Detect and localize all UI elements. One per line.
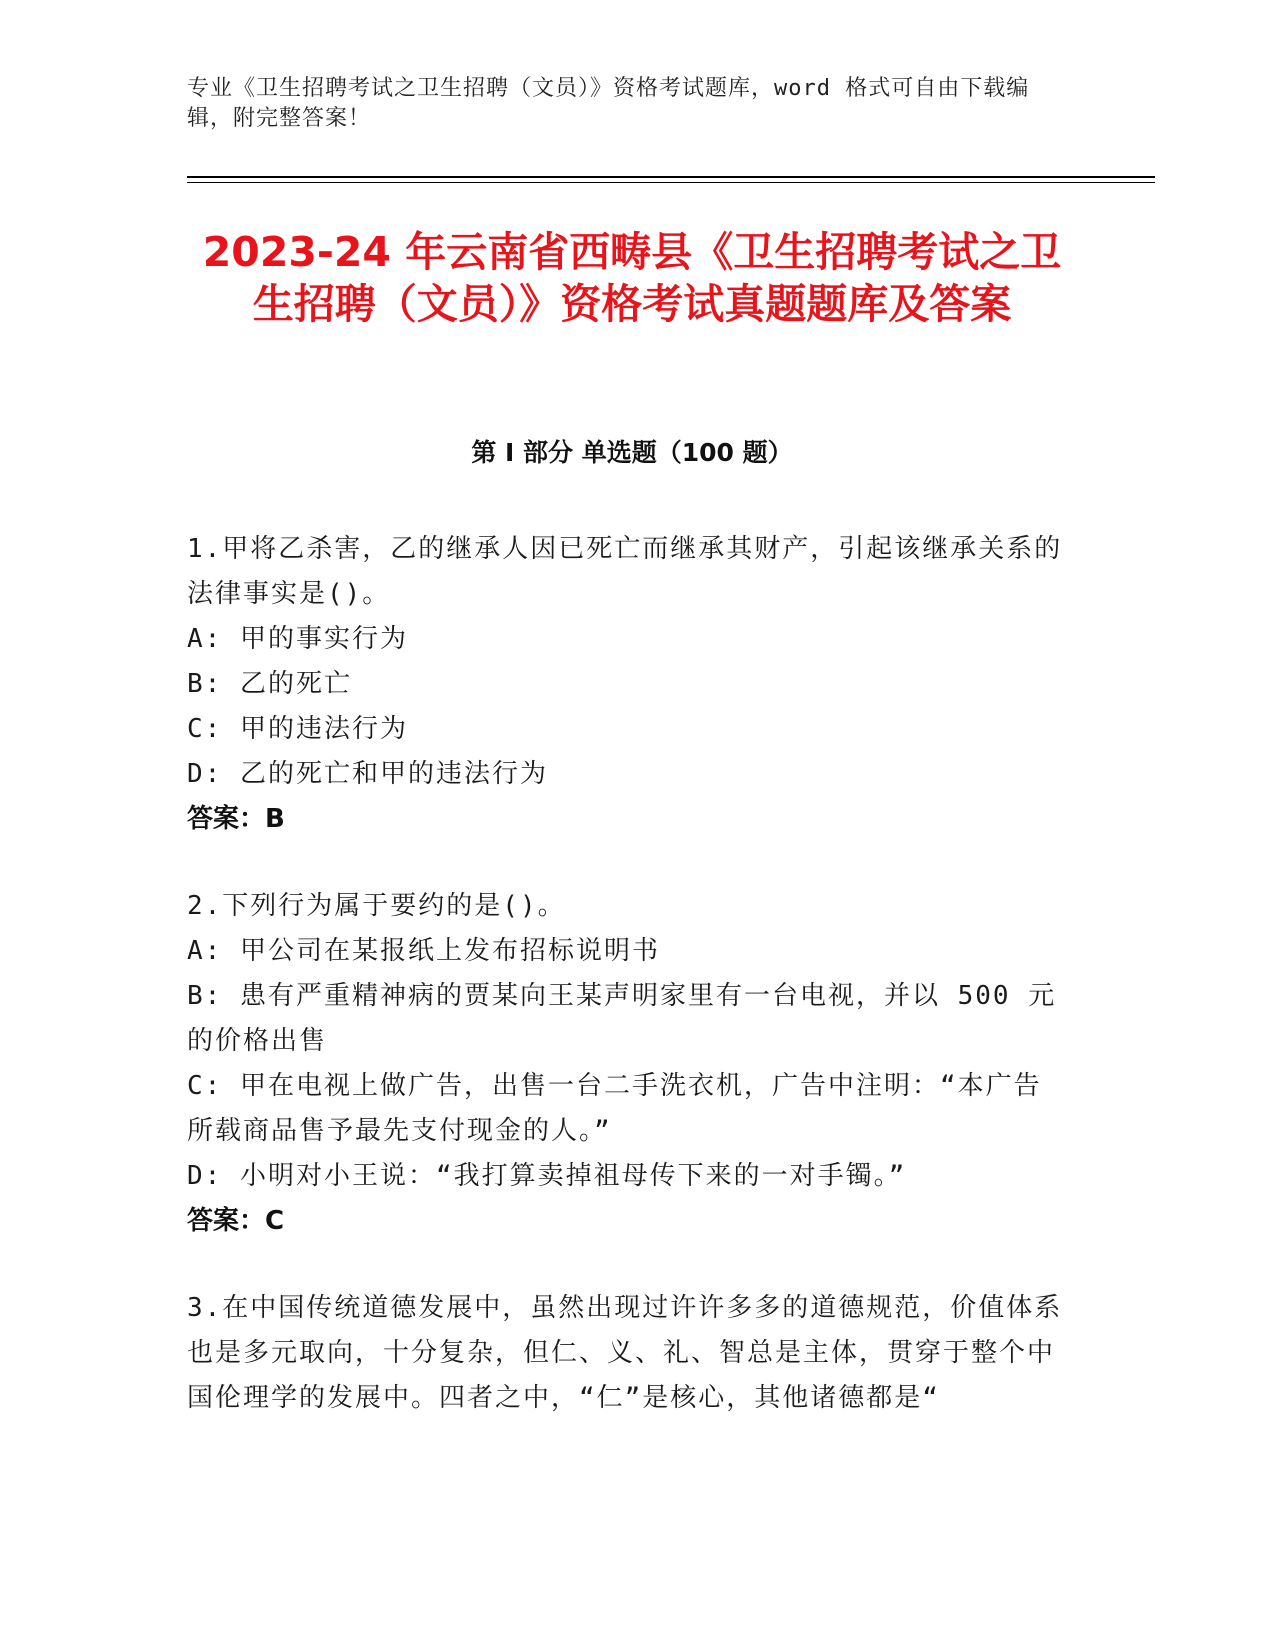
option-a: A: 甲公司在某报纸上发布招标说明书: [187, 936, 660, 966]
question-text: 3.在中国传统道德发展中，虽然出现过许许多多的道德规范，价值体系也是多元取向，十分复杂，但仁、义、礼、智总是主体，贯穿于整个中国伦理学的发展中。四者之中，“仁”是核心，其他诸德都是“: [187, 1293, 1063, 1413]
option-b: B: 患有严重精神病的贾某向王某声明家里有一台电视，并以 500 元的价格出售: [187, 981, 1057, 1056]
option-c: C: 甲的违法行为: [187, 714, 408, 744]
answer: 答案：B: [187, 804, 285, 834]
question-text: 1.甲将乙杀害，乙的继承人因已死亡而继承其财产，引起该继承关系的法律事实是()。: [187, 534, 1063, 609]
option-d: D: 乙的死亡和甲的违法行为: [187, 759, 548, 789]
question-3: [187, 1286, 1067, 1421]
option-d: D: 小明对小王说：“我打算卖掉祖母传下来的一对手镯。”: [187, 1161, 907, 1191]
option-c: C: 甲在电视上做广告，出售一台二手洗衣机，广告中注明：“本广告所载商品售予最先支付现金的人。”: [187, 1071, 1042, 1146]
question-text: 2.下列行为属于要约的是()。: [187, 891, 566, 921]
header-note: 专业《卫生招聘考试之卫生招聘（文员）》资格考试题库，word 格式可自由下载编辑，附完整答案！: [187, 76, 1030, 131]
section-title: 第 I 部分 单选题（100 题）: [471, 438, 793, 467]
question-1: [187, 527, 1067, 842]
option-a: A: 甲的事实行为: [187, 624, 408, 654]
option-b: B: 乙的死亡: [187, 669, 352, 699]
document-title: 2023-24 年云南省西畴县《卫生招聘考试之卫生招聘（文员）》资格考试真题题库及答案: [202, 228, 1062, 328]
question-2: [187, 884, 1067, 1244]
header-divider-thick: [187, 176, 1155, 178]
answer: 答案：C: [187, 1206, 285, 1236]
header-divider-thin: [187, 182, 1155, 183]
question-list: [187, 527, 1067, 1463]
